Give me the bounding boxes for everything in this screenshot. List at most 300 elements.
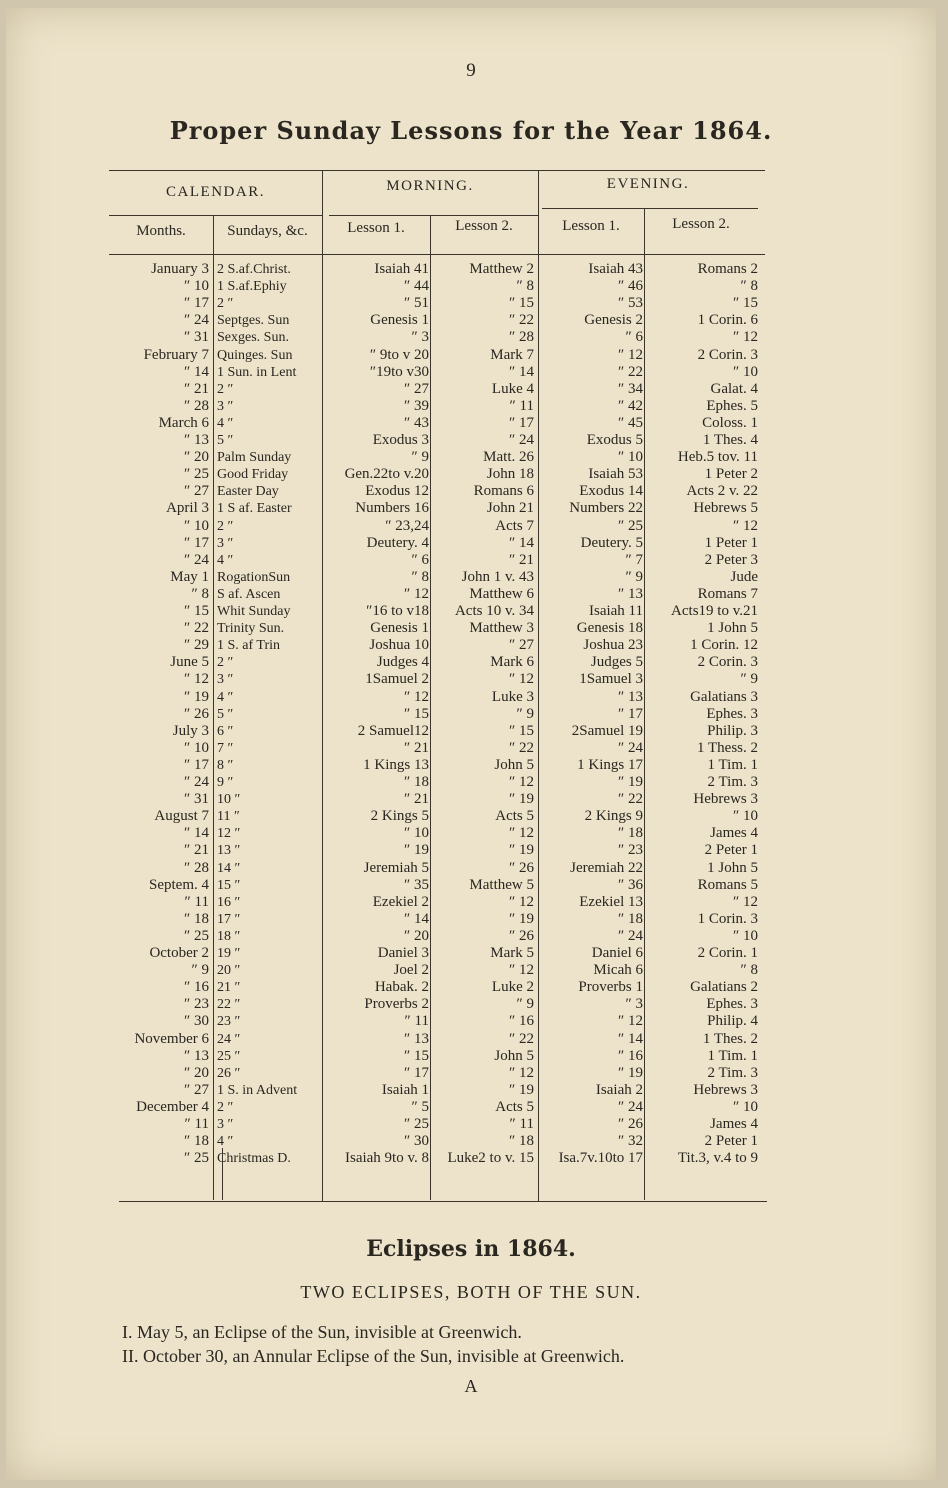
evening-lesson-2-cell: ″ 15: [733, 295, 758, 312]
evening-lesson-1-cell: ″ 19: [618, 774, 643, 790]
morning-lesson-1-cell: ″ 3: [411, 329, 429, 346]
evening-lesson-1-cell: Micah 6: [593, 962, 643, 979]
evening-lesson-1-cell: ″ 22: [618, 791, 643, 808]
sunday-cell: 3 ″: [217, 672, 234, 688]
month-cell: ″ 10: [184, 739, 209, 756]
table-row: [6, 347, 936, 364]
sunday-cell: Good Friday: [217, 467, 289, 483]
evening-lesson-2-cell: 1 Thes. 4: [702, 432, 758, 448]
sunday-cell: 2 S.af.Christ.: [217, 262, 291, 277]
evening-lesson-1-cell: Ezekiel 13: [579, 893, 643, 910]
month-cell: ″ 16: [184, 979, 209, 996]
month-cell: ″ 20: [184, 449, 209, 466]
sunday-cell: 17 ″: [217, 911, 241, 927]
group-morning: MORNING.: [386, 178, 474, 194]
col-sundays: Sundays, &c.: [227, 223, 308, 239]
evening-lesson-1-cell: Genesis 2: [584, 312, 643, 329]
month-cell: ″ 17: [184, 295, 209, 312]
table-row: [6, 1150, 936, 1167]
morning-lesson-1-cell: 2 Kings 5: [370, 808, 429, 825]
table-row: [6, 1065, 936, 1082]
evening-lesson-1-cell: Deutery. 5: [580, 534, 643, 551]
morning-lesson-2-cell: ″ 21: [509, 551, 534, 568]
month-cell: ″ 25: [184, 1150, 209, 1167]
table-row: [6, 911, 936, 928]
table-row: [6, 449, 936, 466]
sunday-cell: 1 S af. Easter: [217, 501, 292, 517]
morning-lesson-2-cell: Matthew 3: [469, 620, 534, 637]
sunday-cell: 13 ″: [217, 843, 241, 859]
evening-lesson-1-cell: Daniel 6: [591, 945, 643, 961]
page-number: 9: [466, 60, 476, 81]
table-row: [6, 381, 936, 398]
evening-lesson-2-cell: Hebrews 3: [693, 791, 758, 808]
evening-lesson-2-cell: 1 John 5: [707, 859, 758, 876]
table-row: [6, 364, 936, 381]
evening-lesson-2-cell: 2 Peter 3: [704, 551, 758, 568]
morning-lesson-2-cell: John 21: [486, 500, 534, 517]
evening-lesson-2-cell: 1 Corin. 3: [697, 910, 758, 927]
sunday-cell: 20 ″: [217, 963, 241, 979]
morning-lesson-2-cell: Luke 4: [491, 380, 534, 397]
evening-lesson-1-cell: Isaiah 43: [588, 261, 643, 277]
sunday-cell: 10 ″: [217, 792, 241, 808]
table-row: [6, 962, 936, 979]
evening-lesson-1-cell: ″ 14: [618, 1030, 643, 1047]
table-row: [6, 979, 936, 996]
morning-lesson-2-cell: ″ 24: [509, 432, 534, 448]
eclipse-item: I. May 5, an Eclipse of the Sun, invisible at Greenwich.: [122, 1322, 522, 1342]
month-cell: June 5: [170, 654, 209, 671]
evening-lesson-2-cell: 1 Tim. 1: [707, 1047, 758, 1064]
month-cell: May 1: [170, 568, 209, 585]
morning-lesson-1-cell: ″ 23,24: [385, 517, 429, 534]
month-cell: ″ 11: [184, 893, 209, 910]
evening-lesson-1-cell: ″ 22: [618, 363, 643, 380]
morning-lesson-2-cell: ″ 19: [509, 791, 534, 808]
month-cell: ″ 28: [184, 859, 209, 876]
month-cell: April 3: [166, 500, 209, 517]
sunday-cell: 16 ″: [217, 894, 241, 910]
evening-lesson-1-cell: ″ 42: [618, 397, 643, 414]
sunday-cell: 2 ″: [217, 655, 234, 671]
sunday-cell: 14 ″: [217, 860, 241, 876]
table-row: [6, 312, 936, 329]
sunday-cell: 1 Sun. in Lent: [217, 364, 297, 380]
morning-lesson-2-cell: ″ 12: [509, 893, 534, 910]
evening-lesson-2-cell: Galat. 4: [710, 380, 758, 397]
evening-lesson-1-cell: Joshua 23: [583, 637, 643, 654]
morning-lesson-1-cell: Joel 2: [393, 962, 429, 979]
evening-lesson-2-cell: Ephes. 3: [706, 996, 758, 1013]
morning-lesson-2-cell: Acts 10 v. 34: [454, 603, 534, 619]
month-cell: ″ 10: [184, 278, 209, 295]
sunday-cell: 2 ″: [217, 296, 234, 312]
morning-lesson-2-cell: John 5: [494, 1047, 534, 1064]
evening-lesson-1-cell: Exodus 5: [586, 432, 643, 448]
morning-lesson-2-cell: ″ 19: [509, 1081, 534, 1098]
month-cell: ″ 11: [184, 1116, 209, 1132]
morning-lesson-1-cell: ″ 19: [404, 842, 429, 859]
morning-lesson-1-cell: 1 Kings 13: [363, 756, 429, 773]
month-cell: January 3: [151, 261, 209, 277]
morning-lesson-1-cell: Jeremiah 5: [363, 859, 429, 876]
sunday-cell: 8 ″: [217, 757, 234, 773]
morning-lesson-1-cell: ″ 44: [404, 278, 429, 295]
morning-lesson-1-cell: ″ 5: [411, 1098, 429, 1115]
sunday-cell: 4 ″: [217, 552, 234, 568]
morning-lesson-1-cell: ″ 21: [404, 739, 429, 756]
table-row: [6, 432, 936, 449]
evening-lesson-1-cell: Jeremiah 22: [570, 859, 643, 876]
sunday-cell: 2 ″: [217, 381, 234, 397]
evening-lesson-2-cell: 2 Peter 1: [704, 842, 758, 859]
month-cell: ″ 18: [184, 910, 209, 927]
col-morning-lesson-1: Lesson 1.: [347, 220, 405, 236]
sunday-cell: 7 ″: [217, 740, 234, 756]
sunday-cell: 5 ″: [217, 706, 234, 722]
table-row: [6, 637, 936, 654]
morning-lesson-1-cell: Genesis 1: [370, 312, 429, 329]
evening-lesson-1-cell: Judges 5: [590, 654, 643, 671]
morning-lesson-2-cell: Matthew 6: [469, 585, 534, 602]
evening-lesson-2-cell: Ephes. 5: [706, 397, 758, 414]
table-row: [6, 1082, 936, 1099]
sunday-cell: 3 ″: [217, 398, 234, 414]
evening-lesson-2-cell: 1 Peter 2: [704, 466, 758, 483]
evening-lesson-1-cell: ″ 9: [625, 568, 643, 585]
evening-lesson-2-cell: 1 Corin. 6: [697, 312, 758, 329]
sunday-cell: 4 ″: [217, 415, 234, 431]
evening-lesson-1-cell: Exodus 14: [579, 483, 643, 500]
sunday-cell: Sexges. Sun.: [217, 330, 289, 346]
evening-lesson-1-cell: ″ 16: [618, 1047, 643, 1064]
morning-lesson-1-cell: ″ 17: [404, 1064, 429, 1081]
morning-lesson-1-cell: Exodus 3: [372, 432, 429, 448]
month-cell: ″ 14: [184, 825, 209, 842]
morning-lesson-2-cell: ″ 17: [509, 414, 534, 431]
table-row: [6, 552, 936, 569]
table-row: [6, 928, 936, 945]
evening-lesson-1-cell: Proverbs 1: [578, 979, 643, 996]
table-row: [6, 757, 936, 774]
morning-lesson-2-cell: Romans 6: [473, 483, 534, 500]
sunday-cell: 23 ″: [217, 1014, 241, 1030]
morning-lesson-2-cell: Luke 3: [491, 688, 534, 705]
morning-lesson-1-cell: ″ 12: [404, 688, 429, 705]
month-cell: ″ 19: [184, 688, 209, 705]
morning-lesson-2-cell: ″ 8: [516, 278, 534, 295]
evening-lesson-1-cell: ″ 6: [625, 329, 643, 346]
table-row: [6, 654, 936, 671]
morning-lesson-1-cell: Daniel 3: [377, 945, 429, 961]
morning-lesson-2-cell: Matthew 2: [469, 261, 534, 277]
evening-lesson-2-cell: ″ 10: [733, 363, 758, 380]
evening-lesson-1-cell: ″ 18: [618, 910, 643, 927]
morning-lesson-2-cell: ″ 26: [509, 859, 534, 876]
table-row: [6, 295, 936, 312]
evening-lesson-2-cell: Philip. 4: [707, 1013, 758, 1030]
sunday-cell: Septges. Sun: [217, 313, 290, 329]
morning-lesson-1-cell: ″ 35: [404, 876, 429, 893]
morning-lesson-1-cell: ″ 43: [404, 414, 429, 431]
evening-lesson-2-cell: Romans 2: [697, 261, 758, 277]
evening-lesson-2-cell: Jude: [730, 568, 758, 585]
morning-lesson-2-cell: Mark 5: [490, 945, 534, 961]
sunday-cell: 25 ″: [217, 1048, 241, 1064]
morning-lesson-1-cell: ″ 20: [404, 927, 429, 944]
morning-lesson-2-cell: Luke2 to v. 15: [447, 1150, 534, 1167]
evening-lesson-2-cell: Romans 5: [697, 876, 758, 893]
morning-lesson-1-cell: ″ 9: [411, 449, 429, 466]
evening-lesson-1-cell: ″ 24: [618, 1098, 643, 1115]
table-row: [6, 1133, 936, 1150]
morning-lesson-2-cell: ″ 27: [509, 637, 534, 654]
evening-lesson-2-cell: Ephes. 3: [706, 705, 758, 722]
sunday-cell: Christmas D.: [217, 1151, 291, 1167]
morning-lesson-1-cell: Judges 4: [376, 654, 429, 671]
month-cell: Septem. 4: [149, 876, 209, 893]
sunday-cell: 6 ″: [217, 723, 234, 739]
month-cell: ″ 28: [184, 397, 209, 414]
morning-lesson-2-cell: John 1 v. 43: [461, 568, 534, 585]
evening-lesson-1-cell: ″ 3: [625, 996, 643, 1013]
sunday-cell: 4 ″: [217, 1134, 234, 1150]
evening-lesson-2-cell: Galatians 3: [690, 688, 758, 705]
evening-lesson-2-cell: 1 Corin. 12: [690, 637, 758, 654]
morning-lesson-1-cell: Numbers 16: [355, 500, 429, 517]
page-title: Proper Sunday Lessons for the Year 1864.: [169, 116, 773, 145]
evening-lesson-1-cell: ″ 12: [618, 1013, 643, 1030]
evening-lesson-2-cell: ″ 8: [740, 278, 758, 295]
table-row: [6, 842, 936, 859]
evening-lesson-2-cell: 1 John 5: [707, 620, 758, 637]
month-cell: ″ 17: [184, 756, 209, 773]
evening-lesson-2-cell: Heb.5 tov. 11: [677, 449, 758, 466]
sunday-cell: S af. Ascen: [217, 586, 281, 602]
morning-lesson-1-cell: ″ 11: [404, 1013, 429, 1030]
morning-lesson-1-cell: Deutery. 4: [366, 534, 429, 551]
table-bottom-rule: [119, 1201, 767, 1202]
table-row: [6, 518, 936, 535]
evening-group-rule: [542, 208, 758, 209]
evening-lesson-2-cell: ″ 12: [733, 329, 758, 346]
month-cell: ″ 24: [184, 774, 209, 790]
morning-lesson-1-cell: ″ 30: [404, 1133, 429, 1150]
sunday-cell: Trinity Sun.: [217, 621, 285, 637]
sunday-cell: 24 ″: [217, 1031, 241, 1047]
morning-lesson-2-cell: Mark 7: [490, 346, 534, 363]
sunday-cell: 1 S.af.Ephiy: [217, 279, 287, 295]
morning-lesson-2-cell: ″ 26: [509, 927, 534, 944]
evening-lesson-2-cell: ″ 10: [733, 1098, 758, 1115]
evening-lesson-1-cell: ″ 10: [618, 449, 643, 466]
morning-lesson-2-cell: ″ 16: [509, 1013, 534, 1030]
month-cell: ″ 23: [184, 996, 209, 1013]
table-row: [6, 774, 936, 791]
calendar-group-rule: [109, 215, 322, 216]
evening-lesson-2-cell: 2 Corin. 1: [697, 945, 758, 961]
morning-lesson-1-cell: Ezekiel 2: [372, 893, 429, 910]
morning-lesson-1-cell: Isaiah 1: [381, 1081, 429, 1098]
evening-lesson-2-cell: 2 Corin. 3: [697, 654, 758, 671]
month-cell: ″ 8: [191, 585, 209, 602]
table-row: [6, 860, 936, 877]
evening-lesson-2-cell: ″ 8: [740, 962, 758, 979]
morning-lesson-1-cell: 2 Samuel12: [357, 722, 429, 739]
morning-lesson-1-cell: Exodus 12: [365, 483, 429, 500]
evening-lesson-2-cell: Romans 7: [697, 585, 758, 602]
month-cell: ″ 12: [184, 671, 209, 688]
table-row: [6, 1048, 936, 1065]
evening-lesson-2-cell: Tit.3, v.4 to 9: [677, 1150, 758, 1167]
month-cell: ″ 13: [184, 1047, 209, 1064]
evening-lesson-1-cell: ″ 13: [618, 585, 643, 602]
month-cell: February 7: [143, 346, 209, 363]
signature-mark: A: [464, 1376, 478, 1396]
table-row: [6, 808, 936, 825]
table-row: [6, 261, 936, 278]
table-row: [6, 483, 936, 500]
month-cell: ″ 26: [184, 705, 209, 722]
sunday-cell: 1 S. af Trin: [217, 638, 281, 654]
morning-lesson-2-cell: Acts 7: [495, 517, 534, 534]
morning-lesson-2-cell: ″ 12: [509, 825, 534, 842]
evening-lesson-2-cell: 1 Peter 1: [704, 534, 758, 551]
morning-lesson-2-cell: John 5: [494, 756, 534, 773]
morning-lesson-1-cell: ″ 51: [404, 295, 429, 312]
table-row: [6, 740, 936, 757]
table-top-rule: [109, 170, 765, 171]
sunday-cell: 2 ″: [217, 518, 234, 534]
morning-lesson-1-cell: Isaiah 9to v. 8: [344, 1150, 429, 1167]
evening-lesson-1-cell: ″ 23: [618, 842, 643, 859]
evening-lesson-2-cell: James 4: [710, 1116, 758, 1132]
evening-lesson-1-cell: ″ 34: [618, 380, 643, 397]
morning-lesson-1-cell: ″16 to v18: [366, 603, 429, 619]
morning-lesson-2-cell: Matthew 5: [469, 876, 534, 893]
sunday-cell: 3 ″: [217, 1117, 234, 1132]
month-cell: ″ 27: [184, 1081, 209, 1098]
table-row: [6, 791, 936, 808]
col-evening-lesson-2: Lesson 2.: [672, 216, 730, 232]
table-row: [6, 329, 936, 346]
morning-lesson-2-cell: ″ 14: [509, 534, 534, 551]
month-cell: ″ 25: [184, 927, 209, 944]
sunday-cell: 9 ″: [217, 775, 234, 790]
morning-lesson-2-cell: Acts 5: [495, 808, 534, 825]
sunday-cell: Easter Day: [217, 484, 279, 500]
eclipses-subtitle: TWO ECLIPSES, BOTH OF THE SUN.: [300, 1282, 642, 1302]
evening-lesson-1-cell: 1Samuel 3: [579, 671, 643, 688]
month-cell: ″ 21: [184, 380, 209, 397]
morning-lesson-1-cell: Gen.22to v.20: [344, 466, 429, 483]
morning-lesson-1-cell: ″ 9to v 20: [369, 346, 429, 363]
group-evening: EVENING.: [606, 176, 690, 192]
col-months: Months.: [136, 223, 186, 239]
evening-lesson-1-cell: 2 Kings 9: [584, 808, 643, 825]
evening-lesson-1-cell: 2Samuel 19: [571, 722, 643, 739]
table-row: [6, 1031, 936, 1048]
sunday-cell: 2 ″: [217, 1099, 234, 1115]
sunday-cell: 12 ″: [217, 826, 241, 842]
evening-lesson-2-cell: ″ 10: [733, 808, 758, 825]
table-row: [6, 620, 936, 637]
group-calendar: CALENDAR.: [166, 184, 265, 200]
table-row: [6, 894, 936, 911]
table-row: [6, 996, 936, 1013]
morning-lesson-2-cell: ″ 19: [509, 842, 534, 859]
evening-lesson-2-cell: 1 Tim. 1: [707, 756, 758, 773]
morning-lesson-1-cell: ″ 25: [404, 1116, 429, 1132]
sunday-cell: Palm Sunday: [217, 450, 292, 466]
month-cell: ″ 25: [184, 466, 209, 483]
morning-lesson-2-cell: Luke 2: [491, 979, 534, 996]
table-row: [6, 278, 936, 295]
morning-lesson-1-cell: ″ 15: [404, 705, 429, 722]
sunday-cell: 15 ″: [217, 877, 241, 893]
morning-lesson-1-cell: Isaiah 41: [374, 261, 429, 277]
table-row: [6, 1013, 936, 1030]
evening-lesson-1-cell: ″ 12: [618, 346, 643, 363]
table-row: [6, 671, 936, 688]
evening-lesson-2-cell: 2 Corin. 3: [697, 346, 758, 363]
month-cell: ″ 31: [184, 329, 209, 346]
table-row: [6, 586, 936, 603]
evening-lesson-1-cell: ″ 36: [618, 876, 643, 893]
month-cell: ″ 27: [184, 483, 209, 500]
evening-lesson-2-cell: 1 Thes. 2: [702, 1030, 758, 1047]
evening-lesson-2-cell: 1 Thess. 2: [697, 739, 758, 756]
evening-lesson-2-cell: Coloss. 1: [702, 414, 758, 431]
table-row: [6, 535, 936, 552]
evening-lesson-2-cell: Acts 2 v. 22: [686, 483, 758, 500]
month-cell: November 6: [134, 1030, 209, 1047]
month-cell: ″ 29: [184, 637, 209, 654]
morning-lesson-1-cell: ″ 12: [404, 585, 429, 602]
evening-lesson-1-cell: Isaiah 2: [595, 1081, 643, 1098]
morning-lesson-1-cell: ″ 14: [404, 910, 429, 927]
evening-lesson-2-cell: Hebrews 3: [693, 1081, 758, 1098]
evening-lesson-1-cell: Isaiah 53: [588, 466, 643, 483]
evening-lesson-2-cell: James 4: [710, 825, 758, 842]
table-row: [6, 945, 936, 962]
morning-lesson-2-cell: Acts 5: [495, 1098, 534, 1115]
evening-lesson-1-cell: ″ 25: [618, 517, 643, 534]
month-cell: ″ 9: [191, 962, 209, 979]
morning-lesson-2-cell: ″ 15: [509, 722, 534, 739]
book-page: [6, 8, 936, 1480]
table-row: [6, 825, 936, 842]
month-cell: ″ 20: [184, 1064, 209, 1081]
evening-lesson-2-cell: 2 Tim. 3: [707, 774, 758, 790]
morning-lesson-2-cell: ″ 18: [509, 1133, 534, 1150]
month-cell: ″ 17: [184, 534, 209, 551]
table-row: [6, 1116, 936, 1133]
month-cell: ″ 21: [184, 842, 209, 859]
eclipse-item: II. October 30, an Annular Eclipse of the Sun, invisible at Greenwich.: [122, 1346, 625, 1366]
month-cell: October 2: [149, 945, 209, 961]
month-cell: ″ 14: [184, 363, 209, 380]
month-cell: ″ 10: [184, 517, 209, 534]
month-cell: ″ 15: [184, 603, 209, 619]
morning-lesson-2-cell: John 18: [486, 466, 534, 483]
month-cell: ″ 18: [184, 1133, 209, 1150]
month-cell: ″ 31: [184, 791, 209, 808]
evening-lesson-1-cell: ″ 17: [618, 705, 643, 722]
morning-lesson-1-cell: ″19to v30: [369, 363, 429, 380]
evening-lesson-1-cell: ″ 18: [618, 825, 643, 842]
